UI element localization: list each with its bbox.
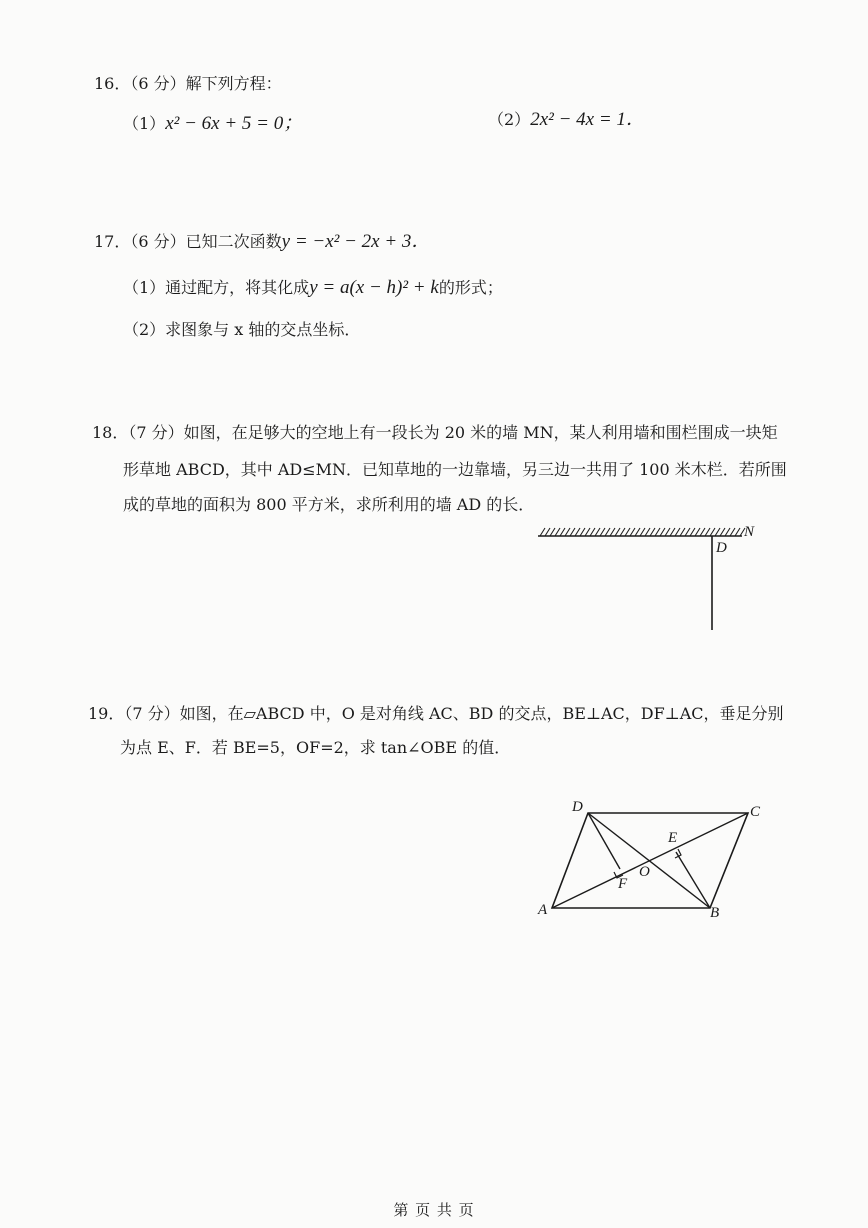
wall-hatch-mark <box>625 528 630 536</box>
wall-hatch-mark <box>555 528 560 536</box>
wall-hatch-mark <box>565 528 570 536</box>
q16-part1-equation: x² − 6x + 5 = 0； <box>165 113 303 134</box>
wall-hatch-mark <box>705 528 710 536</box>
wall-hatch-mark <box>640 528 645 536</box>
wall-hatch-mark <box>665 528 670 536</box>
q18-label-d: D <box>716 540 727 556</box>
wall-hatch-mark <box>620 528 625 536</box>
wall-hatch-mark <box>585 528 590 536</box>
q18-line1: 18．（7 分）如图，在足够大的空地上有一段长为 20 米的墙 MN，某人利用墙和围栏围成一块矩 <box>92 423 778 442</box>
q17-part1-label: （1）通过配方，将其化成 <box>123 278 310 297</box>
wall-hatch-mark <box>650 528 655 536</box>
wall-hatch-mark <box>540 528 545 536</box>
wall-hatch-mark <box>715 528 720 536</box>
q17-header-text: 17．（6 分）已知二次函数 <box>94 232 282 251</box>
wall-hatch-mark <box>730 528 735 536</box>
wall-hatch-mark <box>680 528 685 536</box>
wall-hatch-mark <box>575 528 580 536</box>
q19-label-d: D <box>572 799 583 815</box>
wall-hatch-mark <box>725 528 730 536</box>
q17-header <box>94 232 430 252</box>
q16-part2-label: （2） <box>488 110 531 129</box>
wall-hatch-mark <box>580 528 585 536</box>
q18-wall-figure <box>530 522 770 632</box>
q19-parallelogram-figure <box>532 796 772 926</box>
q19-label-o: O <box>639 864 650 880</box>
wall-hatch-mark <box>550 528 555 536</box>
q17-part2: （2）求图象与 x 轴的交点坐标． <box>123 320 361 339</box>
q19-line1: 19．（7 分）如图，在▱ABCD 中，O 是对角线 AC、BD 的交点，BE⊥AC，DF⊥AC，垂足分别 <box>88 704 784 723</box>
q17-function: y = −x² − 2x + 3． <box>281 231 431 252</box>
q16-part1-label: （1） <box>123 114 166 133</box>
q18-line3: 成的草地的面积为 800 平方米，求所利用的墙 AD 的长． <box>123 495 535 514</box>
wall-hatch-mark <box>735 528 740 536</box>
q19-label-c: C <box>750 804 761 820</box>
wall-hatch-mark <box>635 528 640 536</box>
wall-hatch-mark <box>655 528 660 536</box>
wall-hatch-mark <box>595 528 600 536</box>
wall-hatch-mark <box>670 528 675 536</box>
wall-hatch-mark <box>610 528 615 536</box>
q16-part2 <box>488 110 645 130</box>
q19-label-f: F <box>618 876 628 892</box>
wall-hatch-mark <box>685 528 690 536</box>
q17-vertex-form: y = a(x − h)² + k <box>309 277 439 298</box>
wall-hatch-mark <box>660 528 665 536</box>
wall-hatch-mark <box>560 528 565 536</box>
wall-hatch-mark <box>645 528 650 536</box>
q19-label-a: A <box>538 902 548 918</box>
wall-hatch-mark <box>710 528 715 536</box>
page-footer: 第 页 共 页 <box>393 1201 475 1219</box>
wall-hatch-mark <box>630 528 635 536</box>
q16-part2-equation: 2x² − 4x = 1． <box>530 109 645 130</box>
wall-hatch-mark <box>675 528 680 536</box>
wall-hatch-mark <box>700 528 705 536</box>
wall-hatch-mark <box>615 528 620 536</box>
wall-hatch-mark <box>720 528 725 536</box>
wall-hatch-mark <box>570 528 575 536</box>
wall-hatch-mark <box>690 528 695 536</box>
q16-part1 <box>123 114 302 134</box>
q19-line2: 为点 E、F．若 BE=5，OF=2，求 tan∠OBE 的值． <box>120 738 511 757</box>
q16-header: 16．（6 分）解下列方程： <box>94 74 282 93</box>
q17-part1-suffix: 的形式； <box>438 278 503 297</box>
q19-label-e: E <box>668 830 678 846</box>
q19-label-b: B <box>710 905 720 921</box>
q17-part1 <box>123 278 503 298</box>
q18-line2: 形草地 ABCD，其中 AD≤MN．已知草地的一边靠墙，另三边一共用了 100 米木栏．若所围 <box>123 460 787 479</box>
wall-hatch-mark <box>695 528 700 536</box>
wall-hatch-mark <box>600 528 605 536</box>
q18-label-n: N <box>744 524 755 540</box>
wall-hatch-mark <box>590 528 595 536</box>
wall-hatch-mark <box>545 528 550 536</box>
wall-hatch-mark <box>605 528 610 536</box>
